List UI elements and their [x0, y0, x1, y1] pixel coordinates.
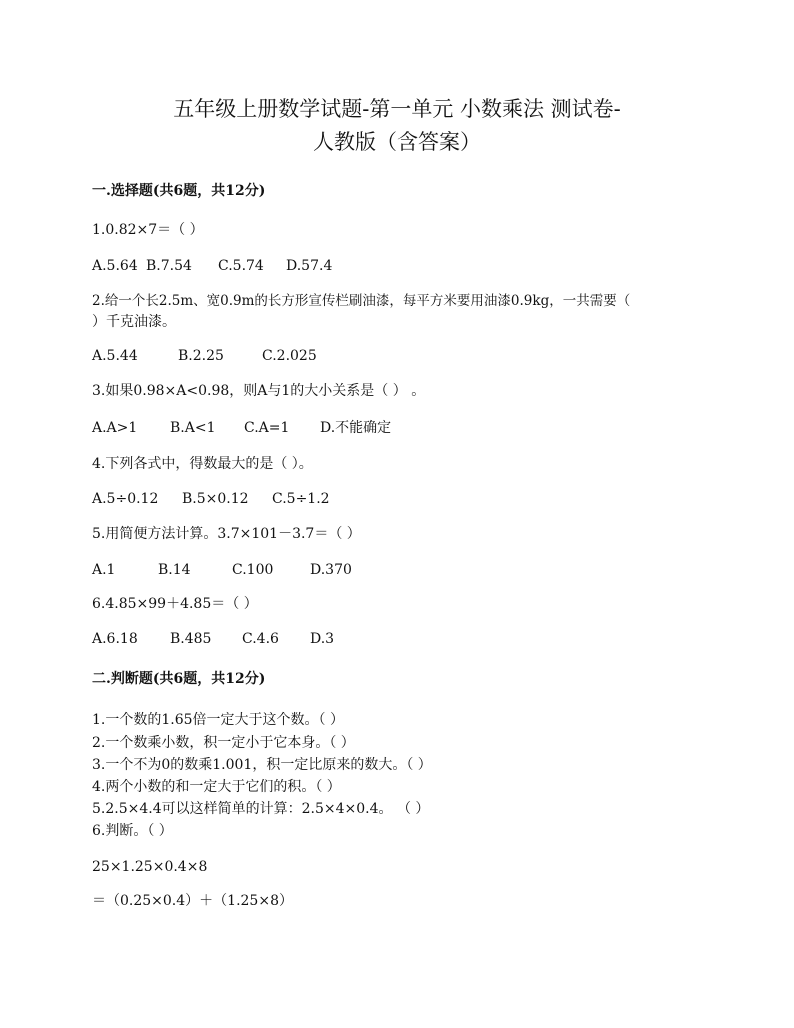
option-d: D.3 [310, 631, 335, 647]
option-a: A.A>1 [92, 420, 138, 436]
calc-line-2: ＝（0.25×0.4）＋（1.25×8） [92, 893, 293, 909]
option-c: C.A=1 [244, 420, 290, 436]
option-b: B.A<1 [170, 420, 216, 436]
exam-title-line1: 五年级上册数学试题-第一单元 小数乘法 测试卷- [173, 97, 621, 121]
judgement-item-2: 2.一个数乘小数，积一定小于它本身。（ ） [92, 735, 355, 751]
question-4: 4.下列各式中，得数最大的是（ ）。 [92, 456, 313, 472]
judgement-item-1: 1.一个数的1.65倍一定大于这个数。（ ） [92, 712, 344, 728]
question-1: 1.0.82×7＝（ ） [92, 222, 204, 238]
option-b: B.485 [170, 631, 212, 647]
question-6: 6.4.85×99＋4.85＝（ ） [92, 596, 258, 612]
option-c: C.4.6 [242, 631, 279, 647]
section-heading-choice: 一.选择题(共6题，共12分) [92, 183, 266, 199]
question-2-options [92, 346, 317, 366]
judgement-item-5: 5.2.5×4.4可以这样简单的计算：2.5×4×0.4。 （ ） [92, 801, 430, 817]
option-a: A.5.64 [92, 258, 138, 274]
option-a: A.5.44 [92, 348, 138, 364]
question-2-line1: 2.给一个长2.5m、宽0.9m的长方形宣传栏刷油漆，每平方米要用油漆0.9kg，一共需要（ [92, 293, 631, 309]
option-d: D.57.4 [286, 258, 333, 274]
judgement-item-6: 6.判断。（ ） [92, 823, 173, 839]
option-b: B.5×0.12 [182, 491, 249, 507]
question-3: 3.如果0.98×A<0.98，则A与1的大小关系是（ ） 。 [92, 383, 426, 399]
option-a: A.6.18 [92, 631, 138, 647]
question-4-options [92, 489, 330, 509]
exam-title-line2: 人教版（含答案） [313, 130, 481, 154]
option-c: C.5÷1.2 [272, 491, 330, 507]
option-c: C.2.025 [262, 348, 317, 364]
question-1-options [92, 256, 332, 276]
option-d: D.370 [310, 562, 352, 578]
option-a: A.1 [92, 562, 116, 578]
question-3-options [92, 418, 391, 438]
question-5: 5.用简便方法计算。3.7×101－3.7＝（ ） [92, 526, 361, 542]
section-heading-judgement: 二.判断题(共6题，共12分) [92, 671, 266, 687]
option-a: A.5÷0.12 [92, 491, 159, 507]
judgement-item-3: 3.一个不为0的数乘1.001，积一定比原来的数大。（ ） [92, 757, 432, 773]
judgement-item-4: 4.两个小数的和一定大于它们的积。（ ） [92, 779, 341, 795]
option-b: B.7.54 [146, 258, 192, 274]
option-c: C.100 [232, 562, 274, 578]
question-5-options [92, 560, 352, 580]
calc-line-1: 25×1.25×0.4×8 [92, 859, 208, 875]
option-c: C.5.74 [218, 258, 264, 274]
question-6-options [92, 629, 334, 649]
option-b: B.14 [158, 562, 191, 578]
question-2-line2: ）千克油漆。 [92, 314, 176, 330]
option-b: B.2.25 [178, 348, 224, 364]
option-d: D.不能确定 [320, 420, 392, 436]
